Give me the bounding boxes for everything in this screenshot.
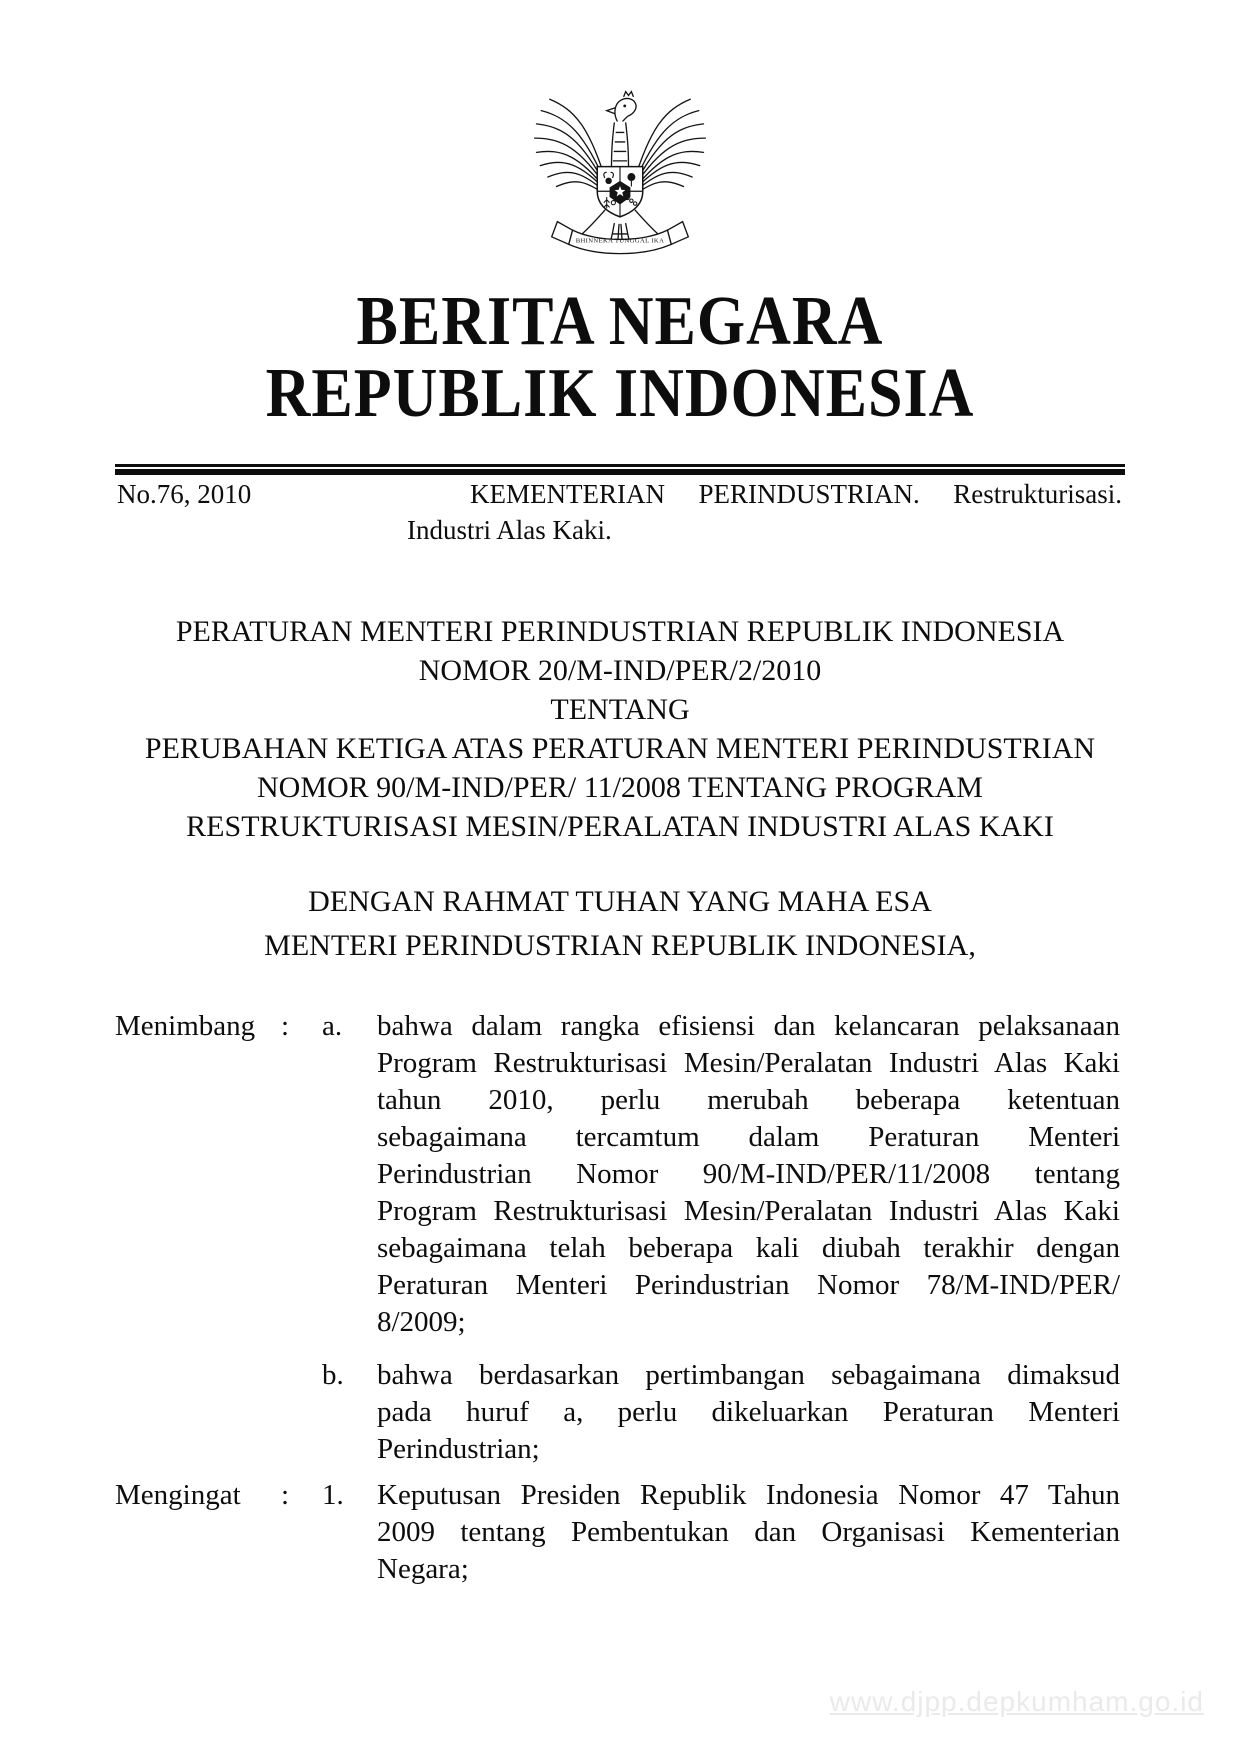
text-line: Program Restrukturisasi Mesin/Peralatan Industri Alas Kaki bbox=[377, 1047, 1120, 1079]
text-line: sebagaimana tercamtum dalam Peraturan Menteri bbox=[377, 1121, 1120, 1153]
masthead-rule bbox=[115, 464, 1125, 475]
item-marker: a. bbox=[322, 1010, 343, 1042]
regulation-subject-line1: PERUBAHAN KETIGA ATAS PERATURAN MENTERI PERINDUSTRIAN bbox=[144, 732, 1096, 765]
item-marker: b. bbox=[322, 1359, 344, 1391]
legal-basis-colon: : bbox=[281, 1479, 290, 1511]
considerations-colon: : bbox=[281, 1010, 290, 1042]
considerations-label: Menimbang bbox=[115, 1010, 256, 1042]
tentang-line: TENTANG bbox=[550, 693, 690, 726]
regulation-subject-line2: NOMOR 90/M-IND/PER/ 11/2008 TENTANG PROGRAM bbox=[257, 771, 983, 804]
item-text bbox=[377, 1008, 1120, 1341]
emblem-motto-text: BHINNEKA TUNGGAL IKA bbox=[575, 237, 665, 245]
issue-number: No.76, 2010 bbox=[117, 479, 252, 509]
consideration-item-a bbox=[322, 1008, 1120, 1341]
text-line: 2009 tentang Pembentukan dan Organisasi Kementerian bbox=[377, 1516, 1120, 1548]
eagle-body bbox=[611, 123, 628, 167]
divine-motto: DENGAN RAHMAT TUHAN YANG MAHA ESA bbox=[308, 885, 932, 918]
gazette-title-line1: BERITA NEGARA bbox=[356, 283, 884, 360]
masthead-rule-thin bbox=[115, 464, 1125, 467]
text-line: bahwa dalam rangka efisiensi dan kelancaran pelaksanaan bbox=[377, 1010, 1120, 1042]
issuing-authority: MENTERI PERINDUSTRIAN REPUBLIK INDONESIA, bbox=[264, 929, 976, 962]
text-line: sebagaimana telah beberapa kali diubah terakhir dengan bbox=[377, 1232, 1120, 1264]
text-line: Peraturan Menteri Perindustrian Nomor 78/M-IND/PER/ bbox=[377, 1269, 1120, 1301]
text-line: Negara; bbox=[377, 1553, 469, 1585]
regulation-title-line1: PERATURAN MENTERI PERINDUSTRIAN REPUBLIK INDONESIA bbox=[175, 615, 1065, 648]
text-line: 8/2009; bbox=[377, 1306, 466, 1338]
motto-ribbon bbox=[552, 222, 689, 254]
legal-basis-label: Mengingat bbox=[115, 1479, 241, 1511]
item-text bbox=[377, 1477, 1120, 1588]
garuda-pancasila-emblem bbox=[525, 85, 715, 270]
eagle-head-icon bbox=[607, 92, 636, 121]
item-marker: 1. bbox=[322, 1479, 344, 1511]
gazette-title-line2: REPUBLIK INDONESIA bbox=[265, 355, 975, 432]
item-text bbox=[377, 1357, 1120, 1468]
subject-abstract-line1: KEMENTERIAN PERINDUSTRIAN. Restrukturisasi. bbox=[470, 479, 1122, 509]
text-line: Perindustrian; bbox=[377, 1433, 540, 1465]
text-line: Program Restrukturisasi Mesin/Peralatan Industri Alas Kaki bbox=[377, 1195, 1120, 1227]
watermark-url: www.djpp.depkumham.go.id bbox=[829, 1686, 1204, 1717]
regulation-title-block bbox=[0, 612, 1240, 965]
gazette-masthead bbox=[0, 283, 1240, 432]
masthead-rule-thick bbox=[115, 469, 1125, 475]
text-line: Keputusan Presiden Republik Indonesia Nomor 47 Tahun bbox=[377, 1479, 1120, 1511]
subject-abstract-line2: Industri Alas Kaki. bbox=[407, 515, 612, 545]
regulation-subject-line3: RESTRUKTURISASI MESIN/PERALATAN INDUSTRI ALAS KAKI bbox=[186, 810, 1054, 843]
legal-basis-item-1 bbox=[322, 1477, 1120, 1588]
consideration-item-b bbox=[322, 1357, 1120, 1468]
pancasila-shield bbox=[597, 167, 643, 217]
text-line: Perindustrian Nomor 90/M-IND/PER/11/2008 tentang bbox=[377, 1158, 1120, 1190]
text-line: pada huruf a, perlu dikeluarkan Peraturan Menteri bbox=[377, 1396, 1120, 1428]
text-line: tahun 2010, perlu merubah beberapa ketentuan bbox=[377, 1084, 1120, 1116]
text-line: bahwa berdasarkan pertimbangan sebagaimana dimaksud bbox=[377, 1359, 1120, 1391]
regulation-number-line: NOMOR 20/M-IND/PER/2/2010 bbox=[418, 654, 822, 687]
subject-abstract bbox=[407, 476, 1122, 548]
